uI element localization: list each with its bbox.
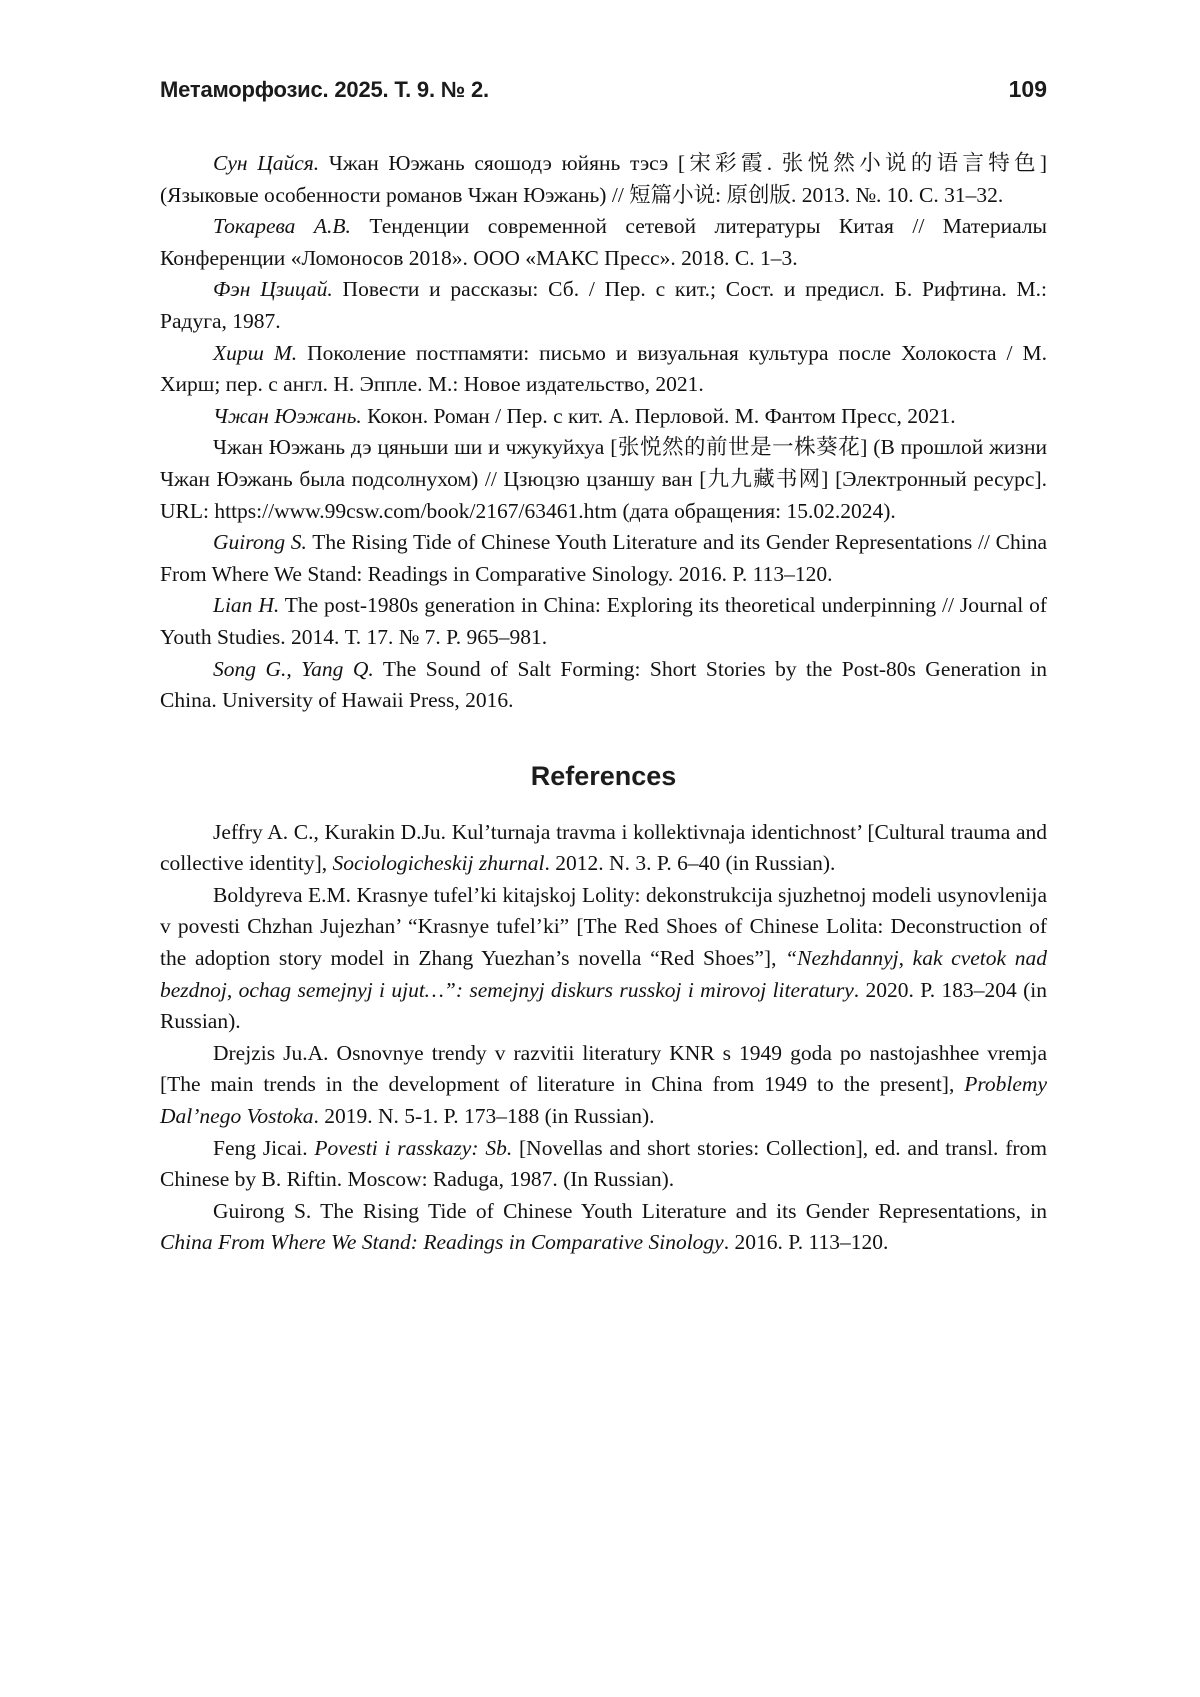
entry-italic-text: Токарева А.В. — [213, 214, 351, 239]
reference-entry — [160, 274, 1047, 337]
entry-text: Jeffry A. C., Kurakin D.Ju. Kul’turnaja travma i kollektivnaja identichnost’ [Cultural trauma and collective identity], — [160, 819, 1047, 876]
entry-italic-text: Povesti i rasskazy: Sb. — [314, 1135, 513, 1160]
entry-italic-text: Фэн Цзицай. — [213, 277, 333, 302]
entry-text: Поколение постпамяти: письмо и визуальная культура после Холокоста / М. Хирш; пер. с англ. Н. Эппле. М.: Новое издательство, 2021. — [160, 340, 1047, 397]
entry-text: Кокон. Роман / Пер. с кит. А. Перловой. М. Фантом Пресс, 2021. — [361, 403, 956, 428]
reference-entry — [160, 1133, 1047, 1196]
entry-text: . 2020. P. 183–204 (in Russian). — [160, 977, 1047, 1034]
reference-entry — [160, 527, 1047, 590]
entry-text: Чжан Юэжань сяошодэ юйянь тэсэ [宋彩霞. 张悦然小说的语言特色] (Языковые особенности романов Чжан Юэжань) // 短篇小说: 原创版. 2013. №. 10. С. 31–32. — [160, 151, 1047, 207]
entry-italic-text: Чжан Юэжань. — [213, 403, 362, 428]
reference-entry — [160, 654, 1047, 717]
entry-text: The Sound of Salt Forming: Short Stories by the Post-80s Generation in China. University of Hawaii Press, 2016. — [160, 656, 1047, 713]
entry-text: Drejzis Ju.A. Osnovnye trendy v razvitii literatury KNR s 1949 goda po nastojashhee vremja [The main trends in the development of literature in China from 1949 to the present], — [160, 1040, 1047, 1097]
entry-text: . 2016. P. 113–120. — [723, 1230, 889, 1255]
reference-entry — [160, 1038, 1047, 1133]
reference-entry — [160, 817, 1047, 880]
entry-italic-text: Sociologicheskij zhurnal — [332, 851, 545, 876]
entry-italic-text: Сун Цайся. — [213, 151, 320, 175]
reference-entry — [160, 1196, 1047, 1259]
entry-text: Повести и рассказы: Сб. / Пер. с кит.; Сост. и предисл. Б. Рифтина. М.: Радуга, 1987. — [160, 277, 1047, 333]
entry-italic-text: Lian H. — [213, 593, 280, 618]
journal-title: Метаморфозис. 2025. Т. 9. № 2. — [160, 77, 489, 102]
running-head — [160, 76, 1047, 103]
entry-text: Чжан Юэжань дэ цяньши ши и чжукуйхуа [张悦然的前世是一株葵花] (В прошлой жизни Чжан Юэжань была подсолнухом) // Цзюцзю цзаншу ван [九九藏书网] [Электронный ресурс]. URL: — [160, 435, 1047, 523]
url-text: https://www.99csw.com/book/2167/63461.htm — [214, 498, 618, 523]
entry-italic-text: China From Where We Stand: Readings in Comparative Sinology — [160, 1230, 724, 1255]
bibliography-list — [160, 148, 1047, 717]
entry-text: The post-1980s generation in China: Exploring its theoretical underpinning // Journal of Youth Studies. 2014. Т. 17. № 7. P. 965–981. — [160, 593, 1047, 649]
reference-entry — [160, 211, 1047, 274]
references-list — [160, 817, 1047, 1259]
entry-text: Тенденции современной сетевой литературы Китая // Материалы Конференции «Ломоносов 2018». ООО «МАКС Пресс». 2018. С. 1–3. — [160, 214, 1047, 270]
entry-italic-text: Problemy Dal’nego Vostoka — [160, 1072, 1047, 1129]
page-number: 109 — [1008, 76, 1047, 102]
entry-text: . 2012. N. 3. P. 6–40 (in Russian). — [544, 851, 836, 876]
reference-entry — [160, 880, 1047, 1038]
entry-text: Boldyreva E.M. Krasnye tufel’ki kitajskoj Lolity: dekonstrukcija sjuzhetnoj modeli usynovlenija v povesti Chzhan Jujezhan’ “Krasnye tufel’ki” [The Red Shoes of Chinese Lolita: Deconstruction of the adoption story model in Zhang Yuezhan’s novella “Red Shoes”], — [160, 882, 1047, 971]
entry-text: . 2019. N. 5-1. P. 173–188 (in Russian). — [313, 1104, 655, 1129]
entry-italic-text: Guirong S. — [213, 530, 307, 555]
entry-text: [Novellas and short stories: Collection], ed. and transl. from Chinese by B. Riftin. Moscow: Raduga, 1987. (In Russian). — [160, 1135, 1048, 1192]
entry-text: Guirong S. The Rising Tide of Chinese Youth Literature and its Gender Representations, in — [213, 1198, 1047, 1223]
entry-italic-text: “Nezhdannyj, kak cvetok nad bezdnoj, ochag semejnyj i ujut…”: semejnyj diskurs russkoj i mirovoj literatury — [160, 946, 1047, 1002]
entry-text: Feng Jicai. — [213, 1135, 315, 1160]
references-heading: References — [530, 760, 677, 791]
reference-entry — [160, 590, 1047, 653]
entry-italic-text: Хирш М. — [213, 340, 298, 365]
entry-italic-text: Song G., Yang Q. — [213, 656, 374, 681]
entry-text: The Rising Tide of Chinese Youth Literature and its Gender Representations // China From Where We Stand: Readings in Comparative Sinology. 2016. P. 113–120. — [160, 530, 1047, 586]
reference-entry — [160, 401, 1047, 433]
reference-entry — [160, 148, 1047, 211]
entry-text: (дата обращения: 15.02.2024). — [617, 498, 896, 523]
reference-entry — [160, 338, 1047, 401]
reference-entry — [160, 432, 1047, 527]
